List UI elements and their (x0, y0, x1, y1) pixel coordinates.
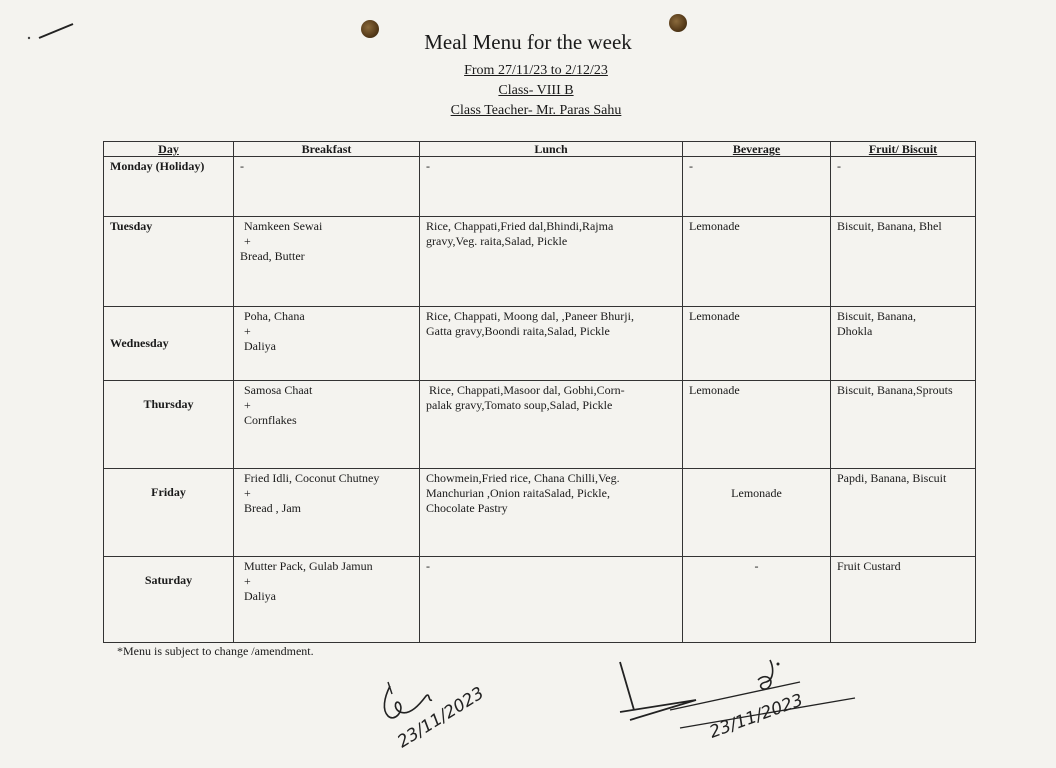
breakfast-plus: + (244, 486, 251, 500)
column-header-lunch: Lunch (420, 142, 683, 157)
lunch-line: Gatta gravy,Boondi raita,Salad, Pickle (426, 324, 610, 338)
column-header-beverage: Beverage (683, 142, 831, 157)
lunch-cell (420, 307, 683, 381)
fruit-cell (831, 469, 976, 557)
breakfast-plus: + (244, 398, 251, 412)
day-cell: Friday (104, 469, 234, 557)
column-header-fruit-biscuit: Fruit/ Biscuit (831, 142, 976, 157)
beverage-cell: - (683, 557, 831, 643)
breakfast-line: Fried Idli, Coconut Chutney (244, 471, 380, 485)
fruit-cell (831, 157, 976, 217)
page-title: Meal Menu for the week (424, 30, 632, 54)
table-header-row (104, 142, 976, 157)
fruit-cell (831, 557, 976, 643)
fruit-cell (831, 307, 976, 381)
lunch-line: gravy,Veg. raita,Salad, Pickle (426, 234, 568, 248)
table-row (104, 469, 976, 557)
day-cell: Thursday (104, 381, 234, 469)
fruit-line: Biscuit, Banana, Bhel (837, 219, 942, 233)
lunch-line: Rice, Chappati,Masoor dal, Gobhi,Corn- (429, 383, 625, 397)
breakfast-line: Bread, Butter (240, 249, 305, 263)
breakfast-cell (234, 381, 420, 469)
breakfast-plus: + (244, 574, 251, 588)
left-signature (370, 668, 520, 758)
lunch-line: Rice, Chappati,Fried dal,Bhindi,Rajma (426, 219, 614, 233)
fruit-line: Biscuit, Banana,Sprouts (837, 383, 953, 397)
menu-footnote: *Menu is subject to change /amendment. (117, 644, 314, 658)
day-cell: Monday (Holiday) (104, 157, 234, 217)
beverage-cell: Lemonade (683, 217, 831, 307)
fruit-line: Fruit Custard (837, 559, 901, 573)
fruit-cell (831, 381, 976, 469)
fruit-line: Dhokla (837, 324, 873, 338)
right-signature-date: 23/11/2023 (706, 690, 806, 743)
column-header-breakfast: Breakfast (234, 142, 420, 157)
breakfast-line: Daliya (244, 589, 276, 603)
fruit-line: - (837, 159, 841, 173)
beverage-cell: Lemonade (683, 381, 831, 469)
lunch-line: - (426, 559, 430, 573)
breakfast-line: Namkeen Sewai (244, 219, 323, 233)
table-row (104, 157, 976, 217)
lunch-line: palak gravy,Tomato soup,Salad, Pickle (426, 398, 613, 412)
breakfast-line: Daliya (244, 339, 276, 353)
breakfast-cell (234, 157, 420, 217)
beverage-cell: Lemonade (683, 307, 831, 381)
lunch-cell (420, 469, 683, 557)
lunch-line: - (426, 159, 430, 173)
breakfast-cell (234, 469, 420, 557)
lunch-cell (420, 157, 683, 217)
class-label: Class- VIII B (498, 83, 574, 98)
day-cell: Wednesday (104, 307, 234, 381)
lunch-line: Manchurian ,Onion raitaSalad, Pickle, (426, 486, 610, 500)
fruit-line: Papdi, Banana, Biscuit (837, 471, 947, 485)
day-cell: Saturday (104, 557, 234, 643)
table-row (104, 307, 976, 381)
left-signature-date: 23/11/2023 (394, 683, 488, 753)
right-signature (590, 650, 870, 760)
breakfast-plus: + (244, 324, 251, 338)
breakfast-plus: + (244, 234, 251, 248)
lunch-cell (420, 217, 683, 307)
lunch-line: Chocolate Pastry (426, 501, 508, 515)
day-cell: Tuesday (104, 217, 234, 307)
breakfast-line: Mutter Pack, Gulab Jamun (244, 559, 373, 573)
breakfast-line: - (240, 159, 244, 173)
lunch-cell (420, 381, 683, 469)
fruit-cell (831, 217, 976, 307)
column-header-day: Day (104, 142, 234, 157)
lunch-cell (420, 557, 683, 643)
breakfast-line: Bread , Jam (244, 501, 301, 515)
lunch-line: Rice, Chappati, Moong dal, ,Paneer Bhurji, (426, 309, 634, 323)
lunch-line: Chowmein,Fried rice, Chana Chilli,Veg. (426, 471, 620, 485)
breakfast-line: Samosa Chaat (244, 383, 313, 397)
breakfast-cell (234, 557, 420, 643)
date-range: From 27/11/23 to 2/12/23 (464, 63, 608, 78)
breakfast-line: Cornflakes (244, 413, 297, 427)
beverage-cell: Lemonade (683, 469, 831, 557)
breakfast-line: Poha, Chana (244, 309, 305, 323)
meal-menu-table (103, 141, 976, 643)
breakfast-cell (234, 217, 420, 307)
class-teacher: Class Teacher- Mr. Paras Sahu (450, 103, 622, 118)
table-row (104, 217, 976, 307)
fruit-line: Biscuit, Banana, (837, 309, 916, 323)
table-row (104, 381, 976, 469)
beverage-cell: - (683, 157, 831, 217)
breakfast-cell (234, 307, 420, 381)
table-row (104, 557, 976, 643)
